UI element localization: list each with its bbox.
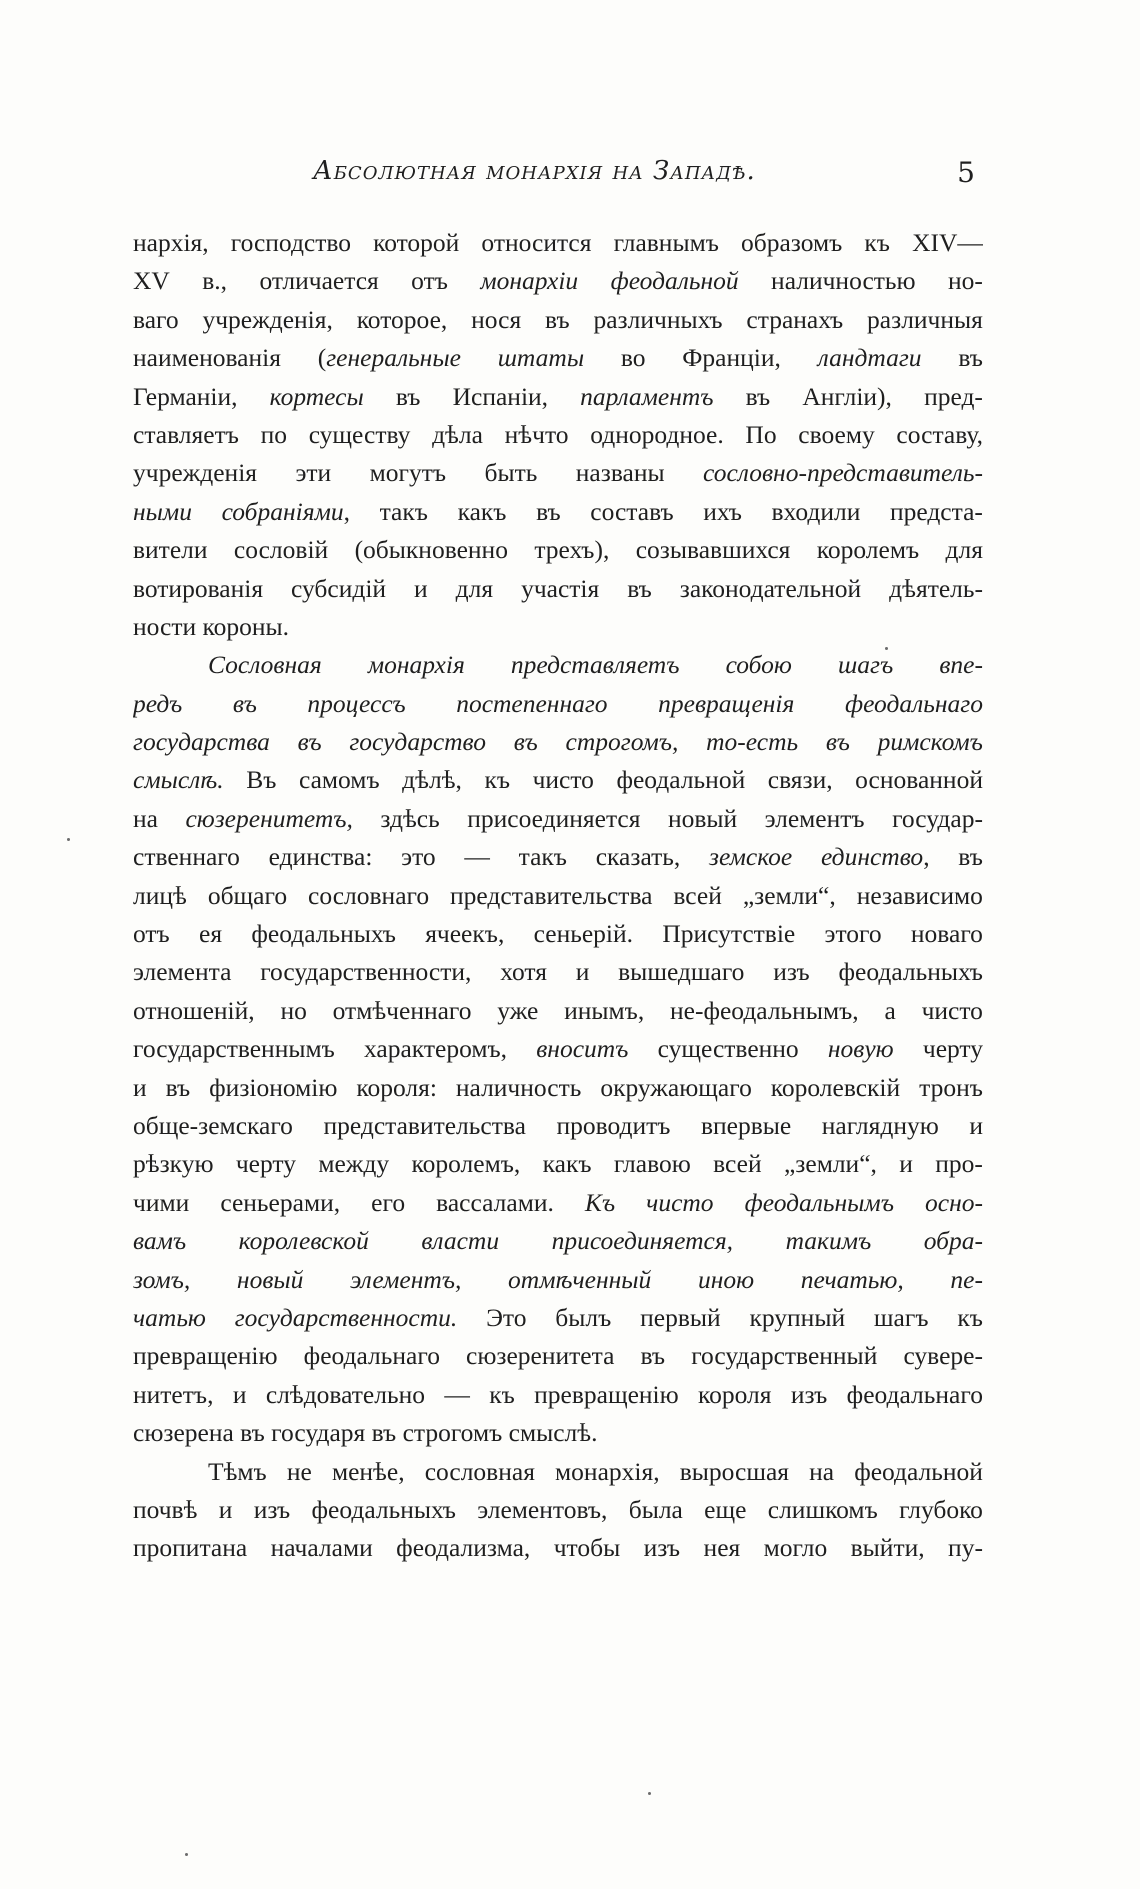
word: элементъ, <box>350 1264 462 1294</box>
word: слишкомъ <box>767 1494 878 1524</box>
word: короля: <box>356 1072 437 1102</box>
word: вамъ <box>133 1226 187 1256</box>
word: крупный <box>749 1302 846 1332</box>
word: ственнаго <box>133 842 240 872</box>
word: на <box>133 803 158 833</box>
word: нитетъ, <box>133 1379 214 1409</box>
word: началами <box>270 1533 373 1563</box>
text-line <box>133 1107 983 1145</box>
word: единство, <box>820 842 930 872</box>
word: черту <box>922 1034 983 1064</box>
word: „земли“, <box>783 1149 877 1179</box>
text-segment: сюзерена въ государя въ строгомъ смыслѣ. <box>133 1418 598 1448</box>
word: быть <box>484 458 538 488</box>
word: ставляетъ <box>133 419 239 449</box>
word: Въ <box>246 765 277 795</box>
word: и <box>414 573 428 603</box>
word: сеньерами, <box>220 1187 341 1217</box>
word: парламентъ <box>580 381 714 411</box>
text-line <box>133 1030 983 1068</box>
word: отличается <box>259 266 379 296</box>
word: и <box>232 1379 247 1409</box>
word: монархія <box>367 650 465 680</box>
word: шагъ <box>873 1302 929 1332</box>
text-line <box>133 493 983 531</box>
word: проводитъ <box>556 1110 671 1140</box>
word: существенно <box>657 1034 799 1064</box>
word: печатью, <box>800 1264 904 1294</box>
word: государственный <box>691 1341 878 1371</box>
word: Присутствіе <box>662 919 796 949</box>
word: какъ <box>457 496 507 526</box>
text-line <box>133 1337 983 1375</box>
text-line <box>133 838 983 876</box>
word: субсидій <box>291 573 387 603</box>
word: независимо <box>856 880 983 910</box>
text-line <box>133 646 983 684</box>
text-line <box>133 531 983 569</box>
word: Тѣмъ <box>208 1456 267 1486</box>
word: собою <box>725 650 792 680</box>
word: новаго <box>910 919 983 949</box>
word: относится <box>481 228 592 257</box>
word: новый <box>236 1264 304 1294</box>
text-line <box>133 992 983 1030</box>
word: ихъ <box>703 496 742 526</box>
text-line <box>133 1299 983 1337</box>
word: различныя <box>867 304 983 334</box>
text-line <box>133 262 983 300</box>
word: въ <box>165 1072 191 1102</box>
word: смыслѣ. <box>133 765 224 795</box>
word: здѣсь <box>380 803 440 833</box>
word: превращенію <box>133 1341 278 1371</box>
word: законодательной <box>679 573 862 603</box>
word: господство <box>230 228 351 257</box>
word: названы <box>575 458 665 488</box>
word: всей <box>673 880 722 910</box>
word: феодальной <box>616 765 746 795</box>
word: отмѣченный <box>508 1264 652 1294</box>
word: наглядную <box>821 1110 939 1140</box>
word: единства: <box>268 842 373 872</box>
word: сюзеренитетъ, <box>185 803 353 833</box>
word: новую <box>827 1034 894 1064</box>
word: окружающаго <box>600 1072 752 1102</box>
text-line <box>133 339 983 377</box>
word: общаго <box>207 880 288 910</box>
word: Германіи, <box>133 381 238 411</box>
word: эти <box>295 458 332 488</box>
word: королевскій <box>770 1072 901 1102</box>
word: отношеній, <box>133 995 255 1025</box>
word: впе- <box>939 650 983 680</box>
text-line <box>133 1069 983 1107</box>
word: самомъ <box>298 765 380 795</box>
word: изъ <box>773 957 810 987</box>
word: королемъ, <box>411 1149 521 1179</box>
word: своему <box>798 419 875 449</box>
text-line <box>133 915 983 953</box>
word: но- <box>948 266 983 296</box>
text-line <box>133 1145 983 1183</box>
word: выйти, <box>850 1533 925 1563</box>
word: королемъ <box>816 535 920 565</box>
word: однородное. <box>590 419 724 449</box>
word: изъ <box>253 1494 291 1524</box>
word: уже <box>497 995 539 1025</box>
word: — <box>464 842 490 872</box>
word: для <box>945 535 983 565</box>
word: главою <box>613 1149 691 1179</box>
word: сувере- <box>903 1341 983 1371</box>
word: странахъ <box>746 304 844 334</box>
text-line <box>133 1184 983 1222</box>
word: во <box>620 343 646 373</box>
word: въ <box>297 727 322 757</box>
word: представительства <box>450 880 653 910</box>
word: къ <box>484 765 511 795</box>
word: которой <box>373 228 460 257</box>
word: въ <box>958 343 983 373</box>
word: XV <box>133 266 170 296</box>
text-line <box>133 454 983 492</box>
word: въ <box>958 842 983 872</box>
word: въ <box>825 727 850 757</box>
word: его <box>371 1187 406 1217</box>
text-line <box>133 1261 983 1299</box>
word: тронъ <box>919 1072 983 1102</box>
word: которое, <box>356 304 448 334</box>
word: отъ <box>133 919 170 949</box>
word: пу- <box>948 1533 983 1563</box>
word: участія <box>521 573 600 603</box>
word: а <box>884 995 896 1025</box>
word: присоединяется <box>467 803 641 833</box>
word: ландтаги <box>817 343 922 373</box>
word: могло <box>763 1533 828 1563</box>
word: созывавшихся <box>635 535 791 565</box>
word: „земли“, <box>742 880 836 910</box>
word: къ <box>957 1302 983 1332</box>
word: нея <box>703 1533 741 1563</box>
word: въ <box>232 688 257 718</box>
word: про- <box>935 1149 983 1179</box>
word: чатью <box>133 1302 206 1332</box>
word: этого <box>824 919 882 949</box>
word: на <box>809 1456 835 1486</box>
word: государство <box>349 727 487 757</box>
text-line <box>133 301 983 339</box>
word: между <box>318 1149 390 1179</box>
word: въ <box>513 727 538 757</box>
word: (генеральные <box>317 343 461 373</box>
word: процессъ <box>307 688 406 718</box>
word: элементовъ, <box>477 1494 608 1524</box>
word: глубоко <box>899 1494 983 1524</box>
word: наличность <box>455 1072 582 1102</box>
word: Сословная <box>208 650 322 680</box>
word: такъ <box>518 842 567 872</box>
word: феодальныхъ <box>838 957 983 987</box>
word: сословій <box>233 535 329 565</box>
text-line <box>133 761 983 799</box>
word: обще-земскаго <box>133 1110 293 1140</box>
word: менѣе, <box>331 1456 405 1486</box>
word: чисто <box>532 765 594 795</box>
word: черту <box>235 1149 296 1179</box>
word: то-есть <box>706 727 799 757</box>
word: дѣлѣ, <box>402 765 462 795</box>
text-segment: ности короны. <box>133 611 290 641</box>
word: земское <box>709 842 793 872</box>
word: Франціи, <box>682 343 781 373</box>
word: слѣдовательно <box>265 1379 426 1409</box>
word: и <box>899 1149 913 1179</box>
word: къ <box>864 228 890 257</box>
word: чисто <box>921 995 983 1025</box>
text-line <box>133 800 983 838</box>
word: учрежденія <box>133 458 258 488</box>
word: новый <box>667 803 738 833</box>
word: вотированія <box>133 573 264 603</box>
word: сказать, <box>595 842 681 872</box>
word: нархія, <box>133 228 209 257</box>
word: Испаніи, <box>452 381 549 411</box>
word: феодальныхъ <box>251 919 396 949</box>
word: наличностью <box>771 266 916 296</box>
word: штаты <box>497 343 585 373</box>
word: короля <box>698 1379 772 1409</box>
word: такъ <box>379 496 428 526</box>
word: чисто <box>646 1187 714 1217</box>
word: сеньерій. <box>533 919 634 949</box>
word: входили <box>771 496 861 526</box>
dust-speck <box>185 1853 188 1856</box>
word: сословнаго <box>308 880 430 910</box>
word: шагъ <box>838 650 894 680</box>
text-line <box>133 1529 983 1567</box>
word: всей <box>713 1149 762 1179</box>
word: зомъ, <box>133 1264 191 1294</box>
word: феодальнаго <box>846 1379 983 1409</box>
text-line <box>133 416 983 454</box>
word: собраніями, <box>221 496 350 526</box>
word: существу <box>308 419 411 449</box>
word: ячеекъ, <box>425 919 505 949</box>
word: пе- <box>950 1264 983 1294</box>
word: По <box>745 419 777 449</box>
word: главнымъ <box>613 228 719 257</box>
text-line <box>133 1453 983 1491</box>
word: сословно-представитель- <box>703 458 983 488</box>
word: въ <box>745 381 771 411</box>
word: наименованія <box>133 343 281 373</box>
word: отъ <box>411 266 448 296</box>
word: государственности. <box>234 1302 458 1332</box>
dust-speck <box>67 838 70 841</box>
body-text <box>133 224 983 1568</box>
word: власти <box>421 1226 500 1256</box>
word: феодальнаго <box>303 1341 440 1371</box>
text-line <box>133 378 983 416</box>
word: феодальнаго <box>844 688 983 718</box>
word: такимъ <box>785 1226 872 1256</box>
text-line <box>133 570 983 608</box>
word: въ <box>627 573 652 603</box>
word: ея <box>199 919 223 949</box>
word: нося <box>471 304 522 334</box>
word: монархіи <box>480 266 579 296</box>
word: основанной <box>855 765 983 795</box>
word: дѣятель- <box>889 573 983 603</box>
word: составъ <box>590 496 674 526</box>
word: выросшая <box>679 1456 789 1486</box>
word: и <box>218 1494 233 1524</box>
text-line <box>133 1414 983 1452</box>
word: государства <box>133 727 270 757</box>
word: римскомъ <box>877 727 983 757</box>
word: была <box>628 1494 683 1524</box>
word: присоединяется, <box>551 1226 734 1256</box>
word: сословная <box>424 1456 535 1486</box>
word: по <box>260 419 287 449</box>
word: могутъ <box>369 458 447 488</box>
word: различныхъ <box>593 304 723 334</box>
word: иною <box>697 1264 755 1294</box>
word: и <box>575 957 590 987</box>
word: феодальнымъ <box>744 1187 894 1217</box>
word: нѣчто <box>504 419 569 449</box>
word: элементъ <box>764 803 865 833</box>
word: постепеннаго <box>456 688 608 718</box>
word: вышедшаго <box>618 957 745 987</box>
word: это <box>401 842 436 872</box>
word: не-феодальнымъ, <box>670 995 859 1025</box>
word: впервые <box>700 1110 792 1140</box>
word: изъ <box>643 1533 681 1563</box>
running-title: Абсолютная монархія на Западѣ. <box>313 156 756 186</box>
text-line <box>133 953 983 991</box>
text-line <box>133 224 983 262</box>
word: предста- <box>889 496 983 526</box>
text-line <box>133 1491 983 1529</box>
word: государ- <box>892 803 983 833</box>
word: Это <box>486 1302 527 1332</box>
word: представительства <box>323 1110 526 1140</box>
word: чими <box>133 1187 190 1217</box>
word: государственности, <box>260 957 472 987</box>
word: Англіи), <box>802 381 892 411</box>
word: и <box>969 1110 983 1140</box>
word: ваго <box>133 304 179 334</box>
text-line <box>133 685 983 723</box>
word: отмѣченнаго <box>332 995 472 1025</box>
word: лицѣ <box>133 880 187 910</box>
word: превращенія <box>658 688 795 718</box>
word: в., <box>202 266 228 296</box>
word: XIV— <box>912 228 983 257</box>
word: феодальной <box>854 1456 983 1486</box>
word: элемента <box>133 957 232 987</box>
word: трехъ), <box>534 535 610 565</box>
word: Къ <box>584 1187 616 1217</box>
word: дѣла <box>432 419 483 449</box>
text-line <box>133 723 983 761</box>
word: изъ <box>790 1379 828 1409</box>
word: былъ <box>555 1302 612 1332</box>
dust-speck <box>648 1792 651 1795</box>
word: чтобы <box>553 1533 621 1563</box>
word: въ <box>640 1341 666 1371</box>
word: феодальной <box>610 266 739 296</box>
word: характеромъ, <box>364 1034 508 1064</box>
word: — <box>444 1379 470 1409</box>
dust-speck <box>885 647 888 650</box>
text-line <box>133 1222 983 1260</box>
word: (обыкновенно <box>354 535 508 565</box>
word: феодальныхъ <box>311 1494 456 1524</box>
word: строгомъ, <box>565 727 679 757</box>
word: пред- <box>924 381 983 411</box>
text-line <box>133 1376 983 1414</box>
word: редъ <box>133 688 183 718</box>
word: учрежденія, <box>202 304 333 334</box>
word: инымъ, <box>564 995 645 1025</box>
word: какъ <box>542 1149 592 1179</box>
word: вассалами. <box>436 1187 554 1217</box>
word: рѣзкую <box>133 1149 214 1179</box>
word: государственнымъ <box>133 1034 335 1064</box>
word: осно- <box>925 1187 983 1217</box>
word: феодализма, <box>396 1533 531 1563</box>
word: физіономію <box>209 1072 338 1102</box>
text-line <box>133 608 983 646</box>
word: для <box>455 573 494 603</box>
word: первый <box>640 1302 721 1332</box>
word: почвѣ <box>133 1494 198 1524</box>
word: вители <box>133 535 208 565</box>
word: но <box>280 995 307 1025</box>
word: превращенію <box>534 1379 679 1409</box>
word: представляетъ <box>510 650 680 680</box>
word: сюзеренитета <box>466 1341 615 1371</box>
word: хотя <box>500 957 547 987</box>
word: пропитана <box>133 1533 248 1563</box>
text-line <box>133 877 983 915</box>
word: въ <box>536 496 561 526</box>
word: въ <box>395 381 421 411</box>
word: связи, <box>767 765 833 795</box>
word: и <box>133 1072 147 1102</box>
word: не <box>286 1456 312 1486</box>
word: ными <box>133 496 192 526</box>
word: вноситъ <box>536 1034 629 1064</box>
word: обра- <box>923 1226 983 1256</box>
word: кортесы <box>269 381 364 411</box>
word: еще <box>704 1494 747 1524</box>
word: въ <box>545 304 570 334</box>
word: королевской <box>238 1226 369 1256</box>
page-header <box>133 156 975 189</box>
word: монархія, <box>555 1456 660 1486</box>
page-number: 5 <box>957 156 975 189</box>
word: къ <box>489 1379 515 1409</box>
word: составу, <box>896 419 983 449</box>
word: образомъ <box>741 228 843 257</box>
